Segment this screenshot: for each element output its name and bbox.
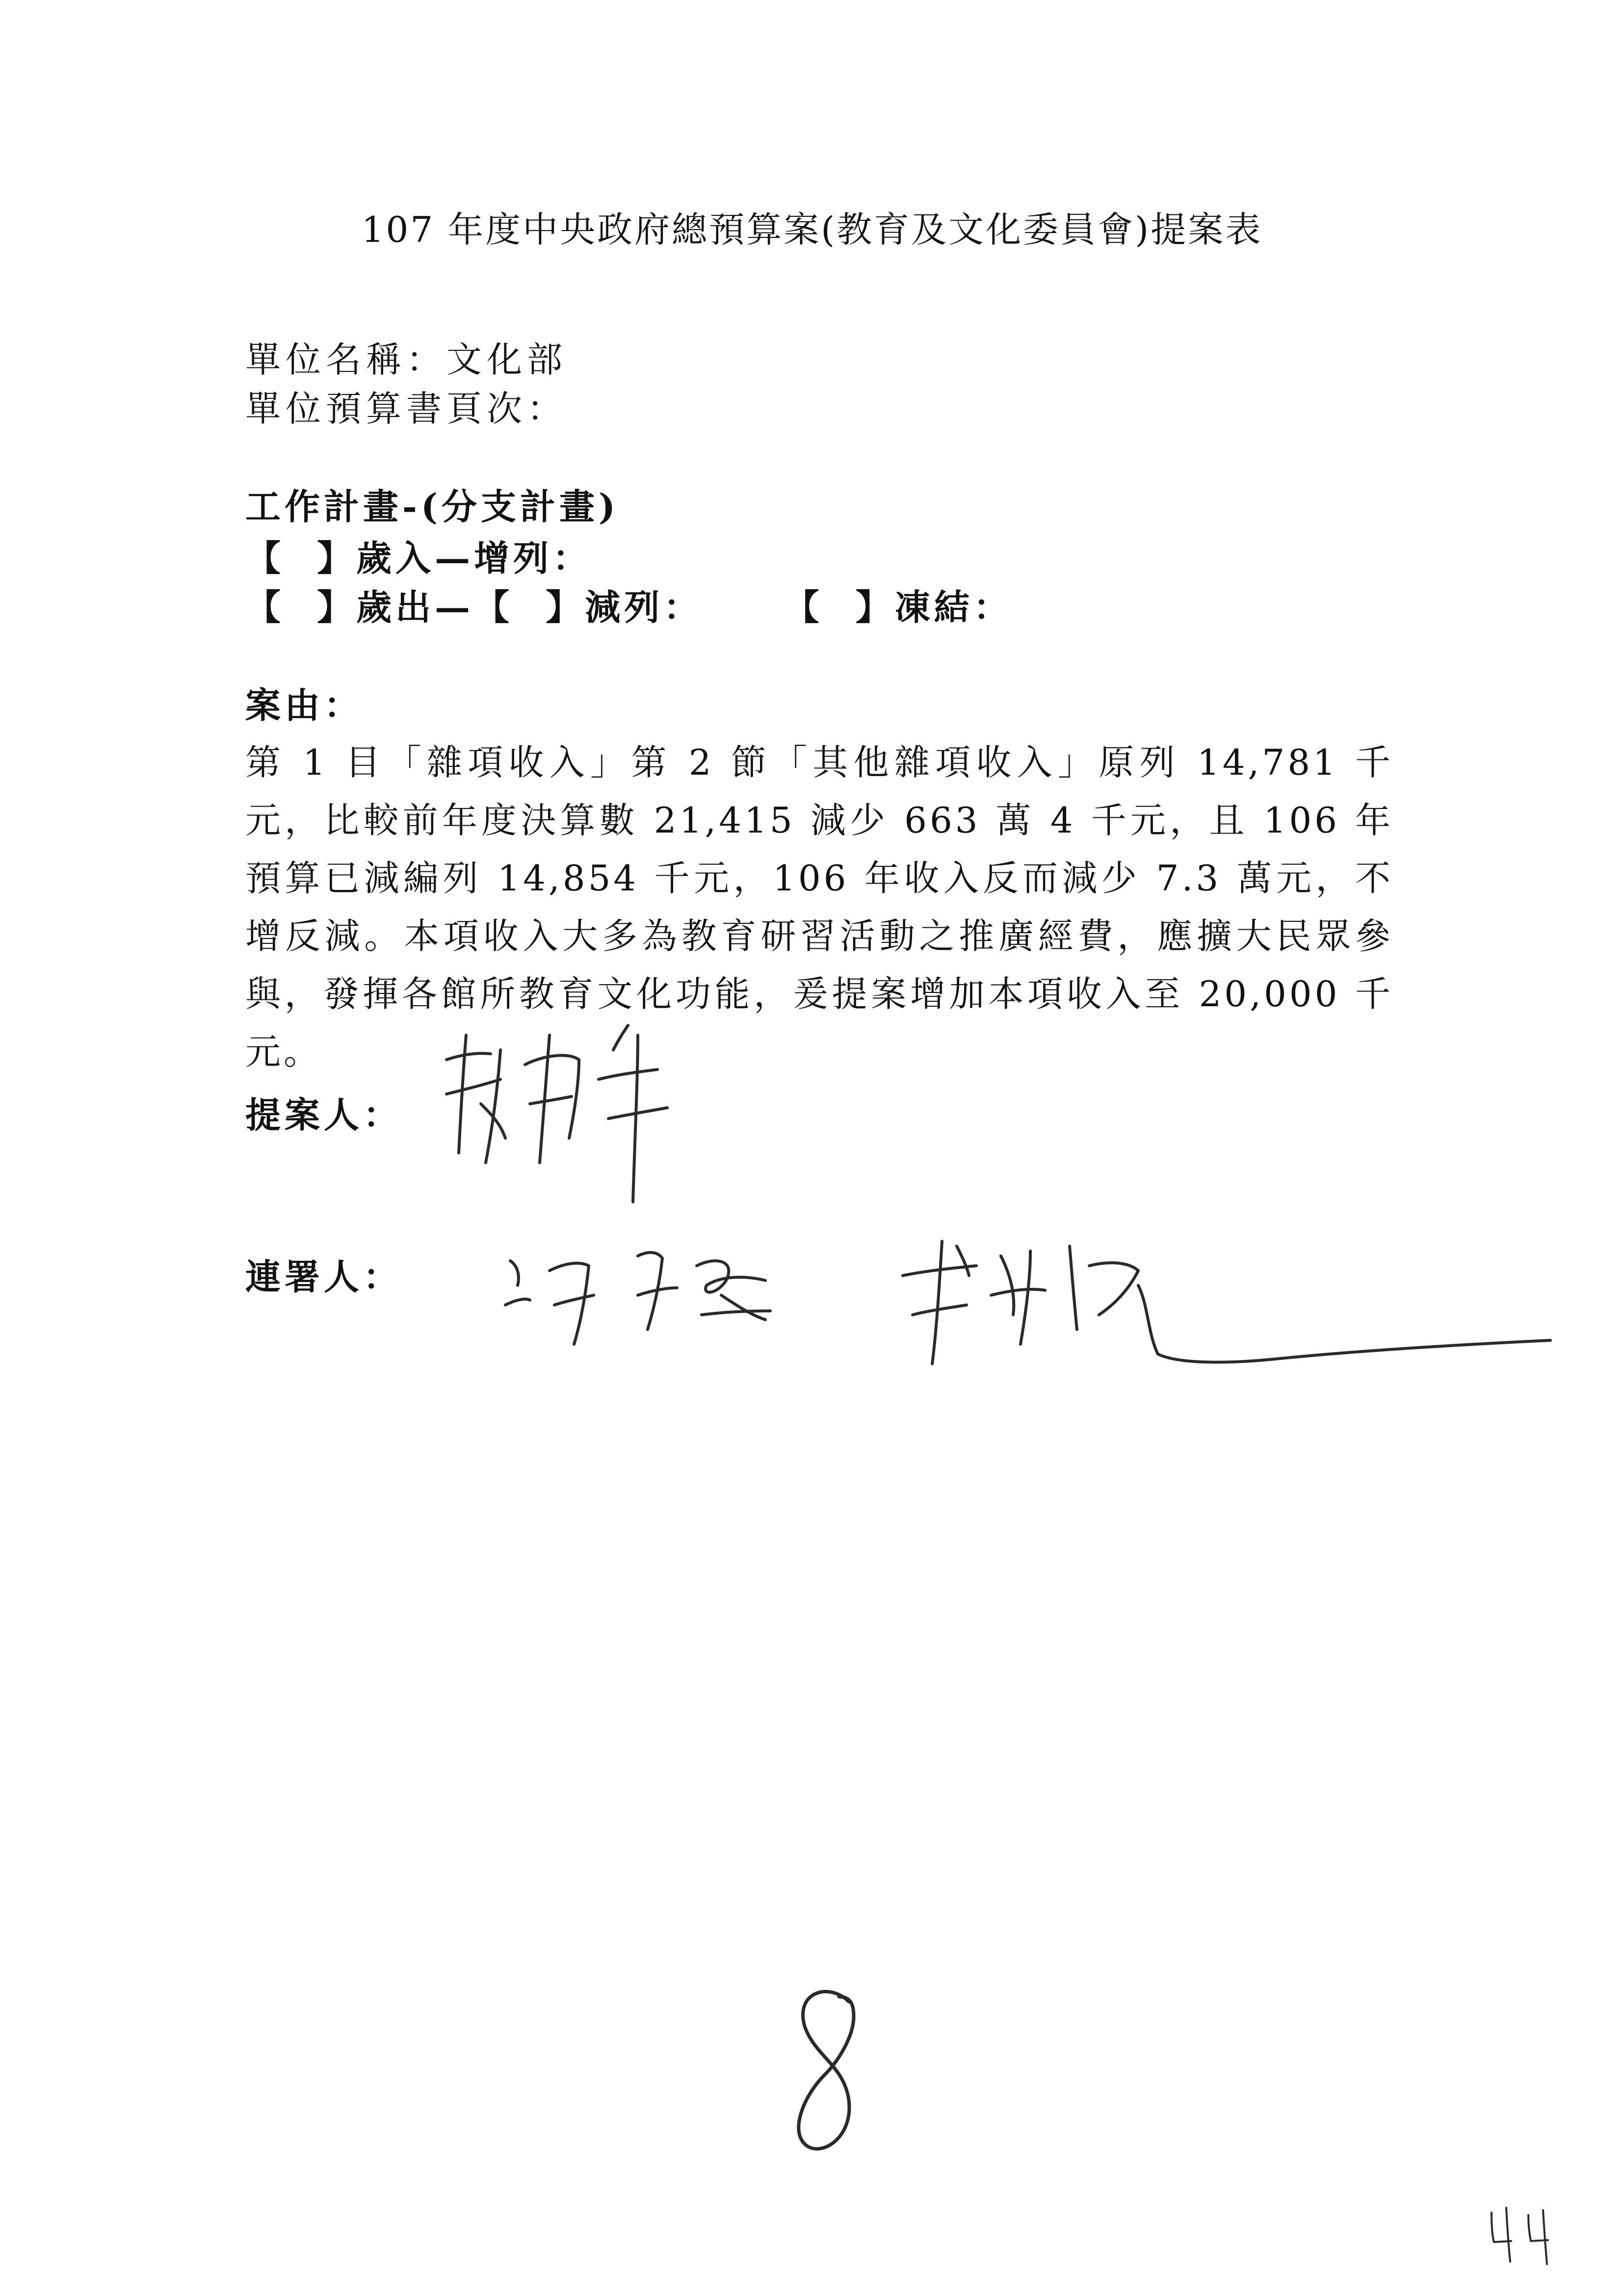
reason-text: 第 1 目「雜項收入」第 2 節「其他雜項收入」原列 14,781 千元，比較前年度決算數 21,415 減少 663 萬 4 千元，且 106 年預算已減編列 14,854 千元，106 年收入反而減少 7.3 萬元，不增反減。本項收入大多為教育研習活動之推廣經費，應擴大民眾參與，發揮各館所教育文化功能，爰提案增加本項收入至 20,000 千元。 xyxy=(245,742,1393,1072)
cosigner-label: 連署人： xyxy=(245,1256,403,1298)
work-plan: 工作計畫-(分支計畫) xyxy=(245,486,620,527)
unit-name: 單位名稱：文化部 xyxy=(245,339,568,380)
handwritten-page-number xyxy=(775,1982,873,2168)
reason-body xyxy=(245,733,1393,1081)
proposer-signature xyxy=(432,1006,707,1212)
unit-budget-page: 單位預算書頁次： xyxy=(245,388,568,429)
revenue-line: 【 】歲入—增列： xyxy=(245,537,592,579)
expenditure-line: 【 】歲出—【 】減列： 【 】凍結： xyxy=(245,586,1013,628)
cosigner-signature-2 xyxy=(883,1217,1560,1393)
cosigner-signature-1 xyxy=(491,1222,834,1369)
reason-label: 案由： xyxy=(245,684,364,726)
proposer-label: 提案人： xyxy=(245,1094,403,1136)
document-title: 107 年度中央政府總預算案(教育及文化委員會)提案表 xyxy=(361,209,1263,250)
corner-mark xyxy=(1482,2198,1560,2271)
